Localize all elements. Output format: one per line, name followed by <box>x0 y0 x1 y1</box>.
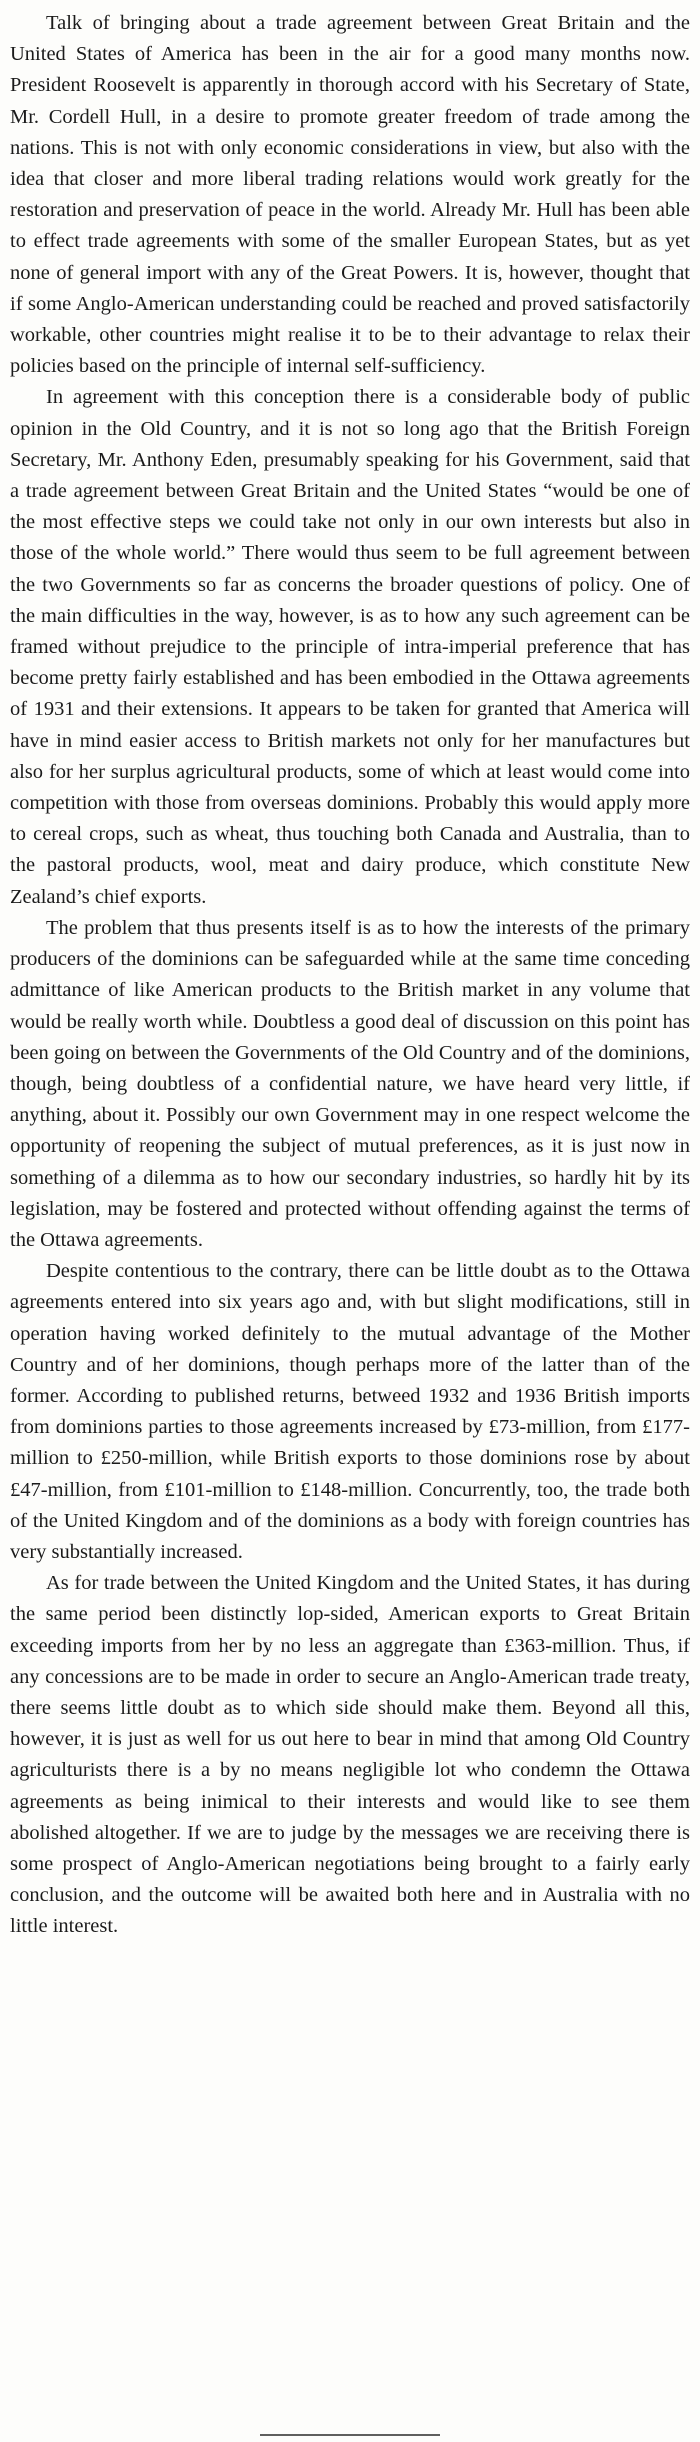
closing-rule <box>260 2434 440 2436</box>
paragraph-3: The problem that thus presents itself is as to how the interests of the primary producers of the dominions can be safeguarded while at the same time conceding admittance of like American products to the British market in any volume that would be really worth while. Doubtless a good deal of discussion on this point has been going on between the Governments of the Old Country and of the dominions, though, being doubtless of a confidential nature, we have heard very little, if anything, about it. Possibly our own Government may in one respect welcome the opportunity of reopening the subject of mutual preferences, as it is just now in something of a dilemma as to how our secondary industries, so hardly hit by its legislation, may be fostered and protected without offending against the terms of the Ottawa agreements. <box>10 916 690 1251</box>
article-body <box>10 8 690 1943</box>
paragraph-5: As for trade between the United Kingdom and the United States, it has during the same period been distinctly lop-sided, American exports to Great Britain exceeding imports from her by no less an aggregate than £363-million. Thus, if any concessions are to be made in order to secure an Anglo-American trade treaty, there seems little doubt as to which side should make them. Beyond all this, however, it is just as well for us out here to bear in mind that among Old Country agriculturists there is a by no means negligible lot who condemn the Ottawa agreements as being inimical to their interests and would like to see them abolished altogether. If we are to judge by the messages we are receiving there is some prospect of Anglo-American negotiations being brought to a fairly early conclusion, and the outcome will be awaited both here and in Australia with no little interest. <box>10 1572 690 1938</box>
paragraph-4: Despite contentious to the contrary, there can be little doubt as to the Ottawa agreements entered into six years ago and, with but slight modifications, still in operation having worked definitely to the mutual advantage of the Mother Country and of her dominions, though perhaps more of the latter than of the former. According to published returns, betweed 1932 and 1936 British imports from dominions parties to those agreements increased by £73-million, from £177-million to £250-million, while British exports to those dominions rose by about £47-million, from £101-million to £148-million. Concurrently, too, the trade both of the United Kingdom and of the dominions as a body with foreign countries has very substantially increased. <box>10 1260 690 1563</box>
paragraph-2: In agreement with this conception there is a considerable body of public opinion in the Old Country, and it is not so long ago that the British Foreign Secretary, Mr. Anthony Eden, presumably speaking for his Government, said that a trade agreement between Great Britain and the United States “would be one of the most effective steps we could take not only in our own interests but also in those of the whole world.” There would thus seem to be full agreement between the two Governments so far as concerns the broader questions of policy. One of the main difficulties in the way, however, is as to how any such agreement can be framed without prejudice to the principle of intra-imperial preference that has become pretty fairly established and has been embodied in the Ottawa agreements of 1931 and their extensions. It appears to be taken for granted that America will have in mind easier access to British markets not only for her manufactures but also for her surplus agricultural products, some of which at least would come into competition with those from overseas dominions. Probably this would apply more to cereal crops, such as wheat, thus touching both Canada and Australia, than to the pastoral products, wool, meat and dairy produce, which constitute New Zealand’s chief exports. <box>10 386 690 908</box>
paragraph-1: Talk of bringing about a trade agreement between Great Britain and the United States of America has been in the air for a good many months now. President Roosevelt is apparently in thorough accord with his Secretary of State, Mr. Cordell Hull, in a desire to promote greater freedom of trade among the nations. This is not with only economic considerations in view, but also with the idea that closer and more liberal trading relations would work greatly for the restoration and preservation of peace in the world. Already Mr. Hull has been able to effect trade agreements with some of the smaller European States, but as yet none of general import with any of the Great Powers. It is, however, thought that if some Anglo-American understanding could be reached and proved satisfactorily workable, other countries might realise it to be to their advantage to relax their policies based on the principle of internal self-sufficiency. <box>10 12 690 378</box>
